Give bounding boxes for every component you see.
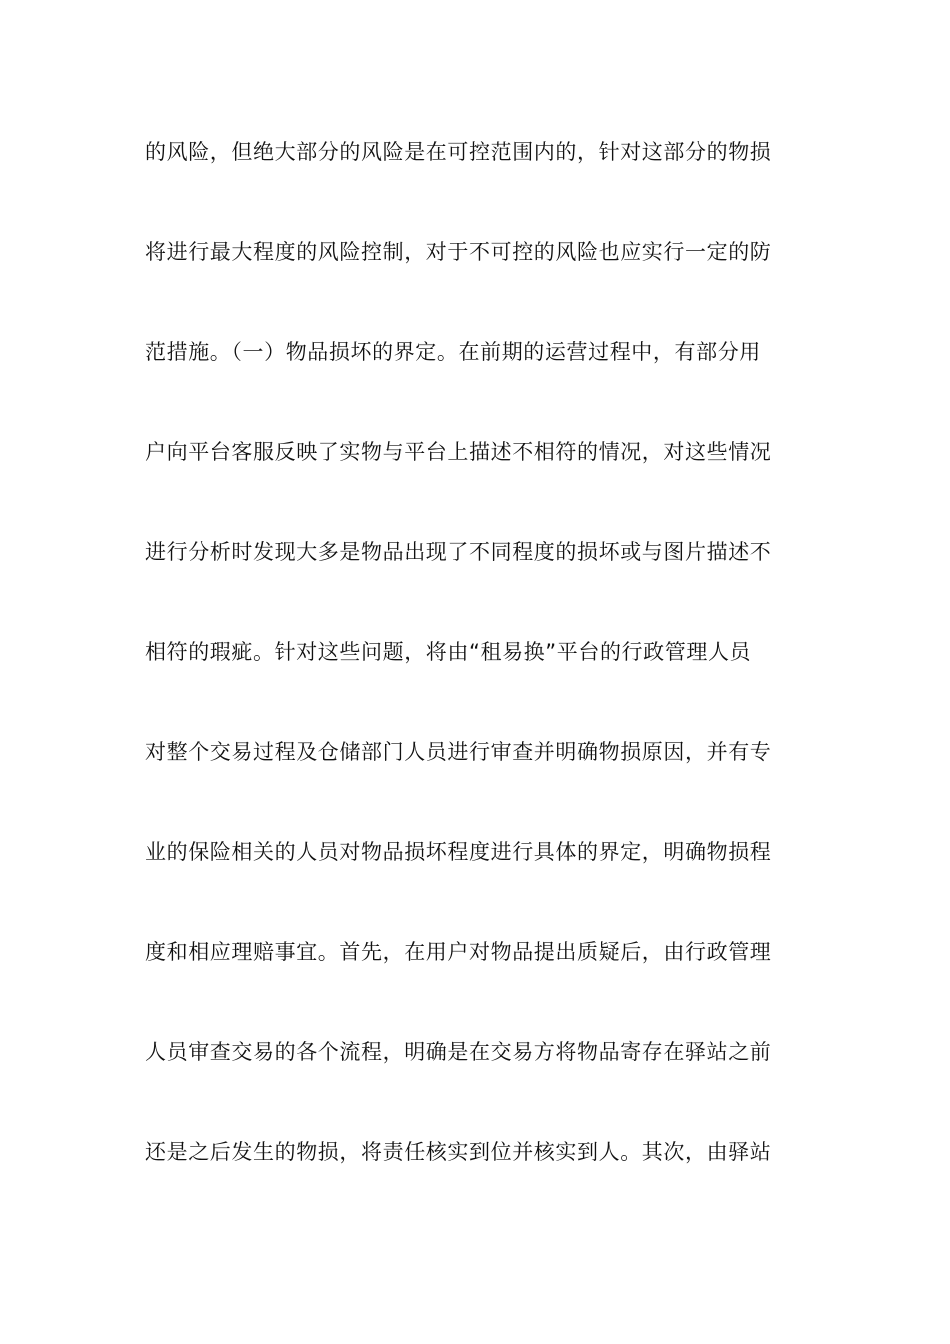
text-line: 户向平台客服反映了实物与平台上描述不相符的情况，对这些情况: [145, 440, 772, 464]
text-line: 范措施。（一）物品损坏的界定。在前期的运营过程中，有部分用: [145, 340, 761, 364]
text-line: 业的保险相关的人员对物品损坏程度进行具体的界定，明确物损程: [145, 840, 772, 864]
text-line: 对整个交易过程及仓储部门人员进行审查并明确物损原因，并有专: [145, 740, 772, 764]
text-line: 将进行最大程度的风险控制，对于不可控的风险也应实行一定的防: [145, 240, 772, 264]
text-line: 的风险，但绝大部分的风险是在可控范围内的，针对这部分的物损: [145, 140, 772, 164]
text-line: 度和相应理赔事宜。首先，在用户对物品提出质疑后，由行政管理: [145, 940, 772, 964]
text-line: 相符的瑕疵。针对这些问题，将由“租易换”平台的行政管理人员: [145, 640, 752, 664]
text-line: 进行分析时发现大多是物品出现了不同程度的损坏或与图片描述不: [145, 540, 772, 564]
text-line: 还是之后发生的物损，将责任核实到位并核实到人。其次，由驿站: [145, 1140, 772, 1164]
body-text: [145, 127, 807, 1227]
text-line: 人员审查交易的各个流程，明确是在交易方将物品寄存在驿站之前: [145, 1040, 772, 1064]
